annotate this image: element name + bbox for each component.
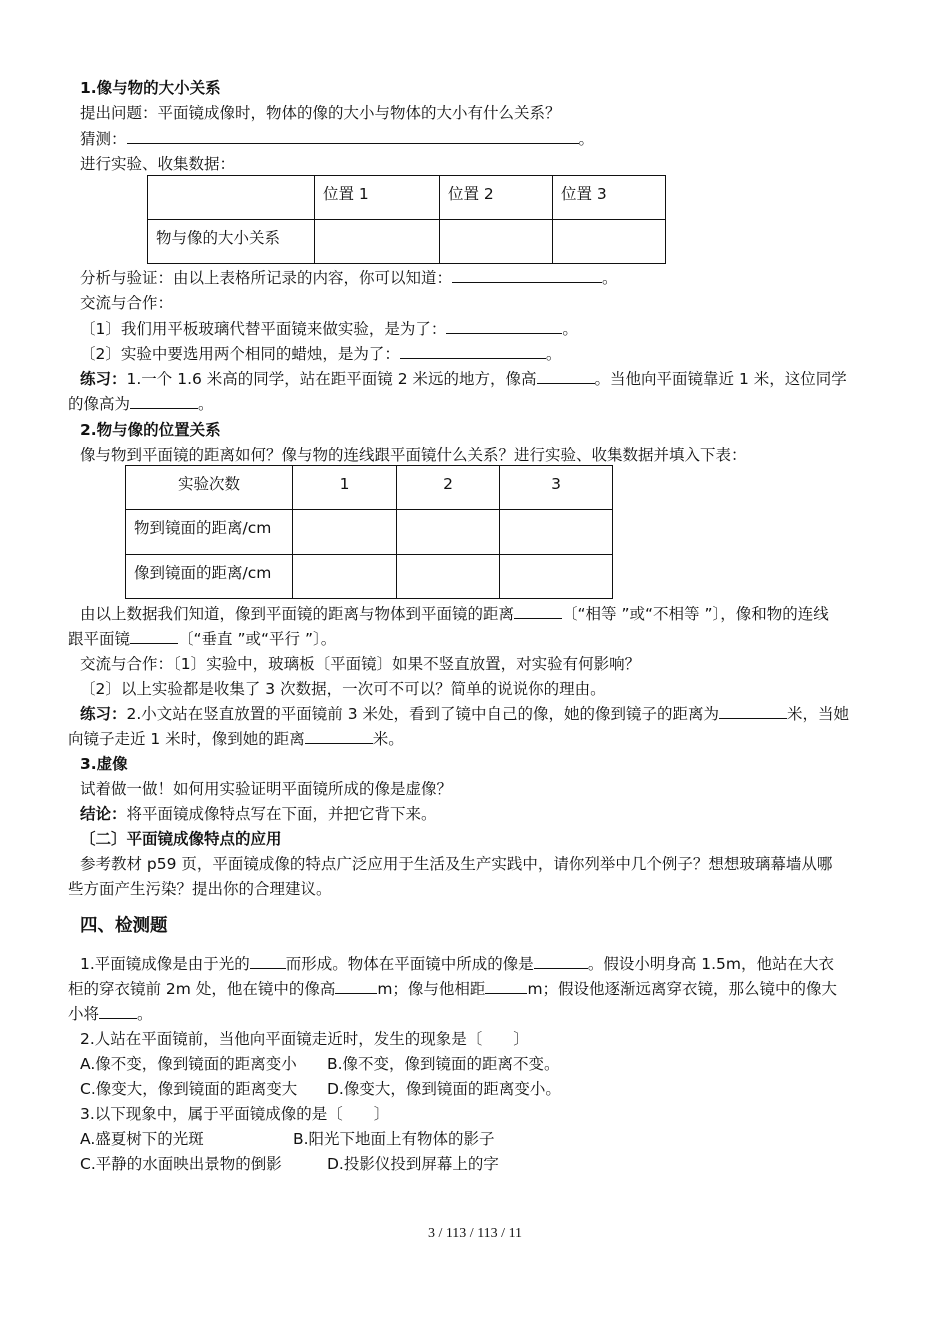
table-input-cell[interactable] bbox=[500, 510, 613, 555]
test-q1-text-d: 柜的穿衣镜前 2m 处，他在镜中的像高 bbox=[68, 980, 336, 998]
test-q1-text-e: m；像与他相距 bbox=[377, 980, 486, 998]
table-header: 实验次数 bbox=[126, 466, 293, 510]
analysis-end: 。 bbox=[602, 269, 618, 287]
size-table bbox=[147, 175, 666, 264]
exchange-q2 bbox=[80, 344, 561, 364]
experiment-label: 进行实验、收集数据： bbox=[80, 155, 236, 173]
page-number: 3 / 113 / 113 / 11 bbox=[427, 1226, 523, 1241]
practice-1-blank-a[interactable] bbox=[537, 369, 595, 384]
practice-2-line-b bbox=[68, 729, 404, 749]
test-q3-option-d[interactable]: D.投影仪投到屏幕上的字 bbox=[327, 1155, 499, 1173]
section-heading-position: 2.物与像的位置关系 bbox=[80, 421, 221, 439]
position-intro: 像与物到平面镜的距离如何？像与物的连线跟平面镜什么关系？进行实验、收集数据并填入下表： bbox=[80, 446, 747, 464]
practice-label: 练习： bbox=[80, 370, 127, 388]
test-q1-line-b bbox=[68, 979, 837, 999]
table-input-cell[interactable] bbox=[315, 220, 440, 264]
test-q1-text-c: 。假设小明身高 1.5m，他站在大衣 bbox=[587, 955, 834, 973]
guess-label: 猜测： bbox=[80, 130, 127, 148]
section-heading-test: 四、检测题 bbox=[80, 916, 168, 936]
conclusion-text: 将平面镜成像特点写在下面，并把它背下来。 bbox=[126, 805, 437, 823]
analysis-blank[interactable] bbox=[452, 268, 602, 283]
conclusion-label: 结论： bbox=[80, 805, 127, 823]
application-text-a: 参考教材 p59 页，平面镜成像的特点广泛应用于生活及生产实践中，请你列举中几个例子？想想玻璃幕墙从哪 bbox=[80, 855, 833, 873]
exchange-q1-text: 〔1〕我们用平板玻璃代替平面镜来做实验，是为了： bbox=[80, 320, 447, 338]
test-q2-option-d[interactable]: D.像变大，像到镜面的距离变小。 bbox=[327, 1080, 561, 1098]
exchange-q1 bbox=[80, 319, 578, 339]
table-header: 2 bbox=[397, 466, 500, 510]
test-q1-text-h: 。 bbox=[137, 1005, 153, 1023]
practice-2-text-b: 米，当她 bbox=[787, 705, 850, 723]
position-conclusion-b bbox=[68, 629, 336, 649]
table-row bbox=[148, 220, 666, 264]
table-row-label: 物到镜面的距离/cm bbox=[126, 510, 293, 555]
section-heading-virtual: 3.虚像 bbox=[80, 755, 128, 773]
position-conclusion-a bbox=[80, 604, 829, 624]
table-input-cell[interactable] bbox=[397, 555, 500, 599]
test-q1-line-a bbox=[80, 954, 834, 974]
table-row bbox=[148, 176, 666, 220]
virtual-conclusion bbox=[80, 804, 437, 824]
application-text-b: 些方面产生污染？提出你的合理建议。 bbox=[68, 880, 332, 898]
section-heading-size: 1.像与物的大小关系 bbox=[80, 79, 221, 97]
practice-2-text-c: 向镜子走近 1 米时，像到她的距离 bbox=[68, 730, 305, 748]
test-q3: 3.以下现象中，属于平面镜成像的是〔 〕 bbox=[80, 1105, 390, 1123]
table-header: 位置 3 bbox=[553, 176, 666, 220]
position-conclusion-text-b: 〔“相等 ”或“不相等 ”〕，像和物的连线 bbox=[562, 605, 829, 623]
test-q1-line-c bbox=[68, 1004, 153, 1024]
table-header: 3 bbox=[500, 466, 613, 510]
position-table bbox=[125, 465, 613, 599]
practice-1-line-b bbox=[68, 394, 214, 414]
table-input-cell[interactable] bbox=[293, 510, 397, 555]
test-q1-text-b: 而形成。物体在平面镜中所成的像是 bbox=[285, 955, 534, 973]
test-q2: 2.人站在平面镜前，当他向平面镜走近时，发生的现象是〔 〕 bbox=[80, 1030, 529, 1048]
position-conclusion-blank-a[interactable] bbox=[514, 604, 562, 619]
exchange-q2-blank[interactable] bbox=[400, 344, 546, 359]
table-input-cell[interactable] bbox=[293, 555, 397, 599]
section-heading-application: 〔二〕平面镜成像特点的应用 bbox=[80, 830, 282, 848]
practice-2-blank-a[interactable] bbox=[719, 704, 787, 719]
guess-line bbox=[80, 129, 594, 149]
test-q1-blank-c[interactable] bbox=[335, 979, 377, 994]
table-row bbox=[126, 555, 613, 599]
position-conclusion-text-a: 由以上数据我们知道，像到平面镜的距离与物体到平面镜的距离 bbox=[80, 605, 515, 623]
test-q1-text-f: m；假设他逐渐远离穿衣镜，那么镜中的像大 bbox=[527, 980, 838, 998]
table-input-cell[interactable] bbox=[553, 220, 666, 264]
table-header: 位置 2 bbox=[440, 176, 553, 220]
practice-2-text-a: 2.小文站在竖直放置的平面镜前 3 米处，看到了镜中自己的像，她的像到镜子的距离为 bbox=[126, 705, 720, 723]
test-q2-option-a[interactable]: A.像不变，像到镜面的距离变小 bbox=[80, 1055, 297, 1073]
practice-2-text-d: 米。 bbox=[372, 730, 404, 748]
practice-1-text-a: 1.一个 1.6 米高的同学，站在距平面镜 2 米远的地方，像高 bbox=[126, 370, 537, 388]
question-text: 提出问题：平面镜成像时，物体的像的大小与物体的大小有什么关系？ bbox=[80, 104, 561, 122]
table-input-cell[interactable] bbox=[397, 510, 500, 555]
test-q3-option-a[interactable]: A.盛夏树下的光斑 bbox=[80, 1130, 204, 1148]
practice-label: 练习： bbox=[80, 705, 127, 723]
table-row-label: 像到镜面的距离/cm bbox=[126, 555, 293, 599]
exchange-label: 交流与合作： bbox=[80, 294, 174, 312]
practice-1-text-d: 。 bbox=[198, 395, 214, 413]
table-header: 1 bbox=[293, 466, 397, 510]
guess-end: 。 bbox=[578, 130, 595, 148]
test-q1-blank-e[interactable] bbox=[99, 1004, 137, 1019]
practice-2-line-a bbox=[80, 704, 849, 724]
practice-1-line-a bbox=[80, 369, 847, 389]
exchange-q1-end: 。 bbox=[562, 320, 578, 338]
test-q1-text-a: 1.平面镜成像是由于光的 bbox=[80, 955, 250, 973]
position-exchange-1: 交流与合作：〔1〕实验中，玻璃板〔平面镜〕如果不竖直放置，对实验有何影响？ bbox=[80, 655, 641, 673]
table-row-label: 物与像的大小关系 bbox=[148, 220, 315, 264]
practice-2-blank-b[interactable] bbox=[305, 729, 373, 744]
guess-blank[interactable] bbox=[127, 129, 579, 144]
analysis-text: 分析与验证：由以上表格所记录的内容，你可以知道： bbox=[80, 269, 453, 287]
test-q1-blank-b[interactable] bbox=[534, 954, 588, 969]
test-q1-blank-d[interactable] bbox=[485, 979, 527, 994]
table-cell bbox=[148, 176, 315, 220]
position-conclusion-blank-b[interactable] bbox=[130, 629, 178, 644]
exchange-q2-end: 。 bbox=[545, 345, 562, 363]
virtual-try: 试着做一做！如何用实验证明平面镜所成的像是虚像？ bbox=[80, 780, 453, 798]
position-conclusion-text-c: 跟平面镜 bbox=[68, 630, 131, 648]
test-q2-option-c[interactable]: C.像变大，像到镜面的距离变大 bbox=[80, 1080, 298, 1098]
position-conclusion-text-d: 〔“垂直 ”或“平行 ”〕。 bbox=[178, 630, 337, 648]
table-input-cell[interactable] bbox=[440, 220, 553, 264]
table-header: 位置 1 bbox=[315, 176, 440, 220]
test-q2-option-b[interactable]: B.像不变，像到镜面的距离不变。 bbox=[327, 1055, 560, 1073]
test-q1-text-g: 小将 bbox=[68, 1005, 100, 1023]
practice-1-blank-b[interactable] bbox=[130, 394, 198, 409]
exchange-q1-blank[interactable] bbox=[446, 319, 562, 334]
exchange-q2-text: 〔2〕实验中要选用两个相同的蜡烛，是为了： bbox=[80, 345, 400, 363]
table-row bbox=[126, 510, 613, 555]
practice-1-text-b: 。当他向平面镜靠近 1 米，这位同学 bbox=[594, 370, 847, 388]
test-q1-blank-a[interactable] bbox=[250, 954, 286, 969]
test-q3-option-c[interactable]: C.平静的水面映出景物的倒影 bbox=[80, 1155, 282, 1173]
analysis-line bbox=[80, 268, 618, 288]
position-exchange-2: 〔2〕以上实验都是收集了 3 次数据，一次可不可以？简单的说说你的理由。 bbox=[80, 680, 606, 698]
table-input-cell[interactable] bbox=[500, 555, 613, 599]
table-row bbox=[126, 466, 613, 510]
practice-1-text-c: 的像高为 bbox=[68, 395, 131, 413]
test-q3-option-b[interactable]: B.阳光下地面上有物体的影子 bbox=[293, 1130, 495, 1148]
